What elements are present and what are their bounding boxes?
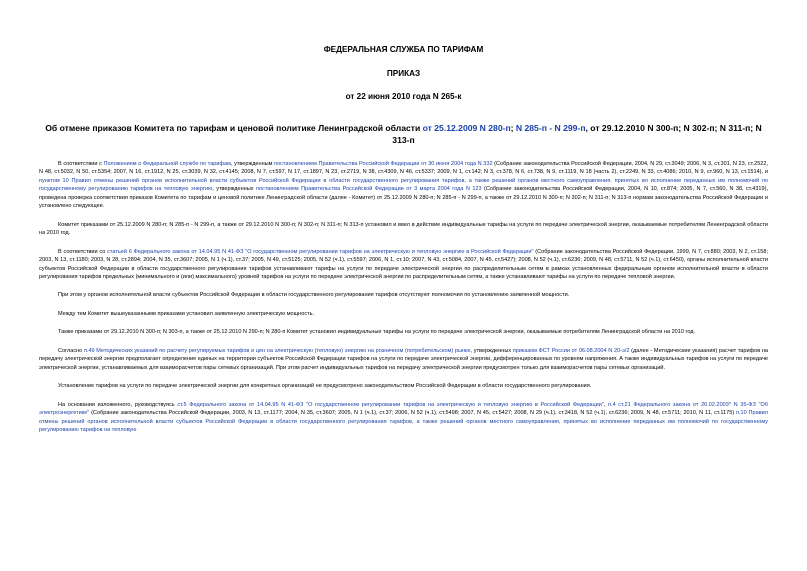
link-law-35fz-article-21[interactable]: п.4 ст.21 Федерального закона от 26.02.2003* N 35-ФЗ "Об электроэнергетике" xyxy=(39,401,768,417)
paragraph-6: Также приказами от 29.12.2010 N 300-п; N 303-п, а также от 25.12.2010 N 290-п; N 280-п Комитет установил индивидуальные тарифы на услуги по передаче электрической энергии, оказываемые потребителям Ленинградской области на 2010 год. xyxy=(58,329,696,336)
paragraph-1 xyxy=(39,160,768,211)
link-resolution-332[interactable]: постановлением Правительства Российской Федерации от 30 июня 2004 года N 332 xyxy=(274,161,493,167)
title-link-order-280[interactable]: от 25.12.2009 N 280-п xyxy=(422,123,511,133)
link-methodical-guidelines-p49[interactable]: п.49 Методических указаний по расчету регулируемых тарифов и цен на электрическую (тепловую) энергию на розничном (потребительском) рынке xyxy=(83,347,471,354)
link-rules-point-10[interactable]: пунктом 10 Правил отмены решений органов исполнительной власти субъектов Российской Федерации в области государственного регулирования тарифов, а также решений органов местного самоуправления, принятых во исполнение переданных им полномочий по государственному регулированию тарифов на тепловую энергию xyxy=(39,177,768,193)
link-rules-point-10-b[interactable]: п.10 Правил отмены решений органов исполнительной власти субъектов Российской Федерации в области государственного регулирования тарифов, а также решений органов местного самоуправления, принятых во исполнение переданных им полномочий по государственному регулированию тарифов на тепловую xyxy=(39,410,768,433)
p1-text-1: В соответствии с xyxy=(58,161,104,167)
paragraph-3 xyxy=(39,248,768,282)
p1-text-5: (Собрание законодательства Российской Федерации, 2004, N 10, ст.874; 2005, N 7, ст.560, N 38, ст.4319), проведена проверка соответствия приказов Комитета по тарифам и ценовой политике Ленинградской области (далее - Комитет) от 25.12.2009 N 280-п; N 285-п - N 299-п, а также от 29.12.2010 N 300-п; N 302-п; N 311-п; N 313-п нормам законодательства Российской Федерации и установлено следующее. xyxy=(39,186,768,210)
paragraph-7 xyxy=(39,347,768,372)
p1-text-4: , утвержденных xyxy=(212,186,256,193)
p9-text-2: , xyxy=(603,401,609,408)
paragraph-4: При этом у органов исполнительной власти субъектов Российской Федерации в области государственного регулирования тарифов отсутствуют полномочия по установлению заявленной мощности. xyxy=(58,292,570,299)
title-suffix: , от 29.12.2010 N 300-п; N 302-п; N 311-п; N 313-п xyxy=(392,123,762,145)
p7-text-3: (далее - Методические указания) расчет тарифов на передачу электрической энергии предполагает определение единых на территории субъектов Российской Федерации тарифов на услуги по передаче электрической энергии, дифференцированных по уровням напряжения. А также индивидуальных тарифов на услуги по передаче электрической энергии, устанавливаемых для взаиморасчетов пары сетевых организаций. При этом расчет индивидуальных тарифов на передачу электрической энергии предусмотрен только для взаиморасчетов пары сетевых организаций. xyxy=(39,347,768,371)
document-title xyxy=(39,122,768,146)
paragraph-2: Комитет приказами от 25.12.2009 N 280-п; N 285-п - N 299-п, а также от 29.12.2010 N 300-п; N 302-п; N 311-п; N 313-п установил и ввел в действие индивидуальные тарифы на услуги по передаче электрической энергии, оказываемые потребителям Ленинградской области на 2010 год. xyxy=(39,221,768,237)
link-resolution-123[interactable]: постановлением Правительства Российской Федерации от 3 марта 2004 года N 123 xyxy=(255,186,482,193)
document-body xyxy=(39,160,768,444)
p1-text-2: , утвержденным xyxy=(230,161,275,167)
paragraph-5: Между тем Комитет вышеуказанными приказами установил заявленную электрическую мощность. xyxy=(58,310,315,317)
p7-text-2: , утвержденных xyxy=(470,347,513,354)
title-separator: ; xyxy=(510,123,516,133)
doc-type-heading: ПРИКАЗ xyxy=(386,69,421,78)
paragraph-8: Установление тарифов на услуги по передаче электрической энергии для конкретных организаций не предусмотрено законодательством Российской Федерации в области государственного регулирования. xyxy=(58,383,592,390)
agency-heading: ФЕДЕРАЛЬНАЯ СЛУЖБА ПО ТАРИФАМ xyxy=(323,45,484,54)
doc-date-number: от 22 июня 2010 года N 265-к xyxy=(345,92,462,101)
title-link-orders-285-299[interactable]: N 285-п - N 299-п xyxy=(515,123,586,133)
link-law-41fz-article-6[interactable]: статьей 6 Федерального закона от 14.04.95 N 41-ФЗ "О государственном регулировании тарифов на электрическую и тепловую энергию в Российской Федерации" xyxy=(107,248,534,255)
paragraph-9 xyxy=(39,401,768,435)
link-law-41fz-article-5[interactable]: ст.5 Федерального закона от 14.04.95 N 41-ФЗ "О государственном регулировании тарифов на электрическую и тепловую энергию в Российской Федерации" xyxy=(177,401,604,408)
p1-text-3: (Собрание законодательства Российской Федерации, 2004, N 29, ст.3049; 2006, N 3, ст.301, N 23, ст.2522, N 48, ст.5032, N 50, ст.5354; 2007, N 16, ст.1912, N 25, ст.3039, N 32, ст.4145; 2008, N 7, ст.597, N 17, ст.1897, N 23, ст.2719, N 38, ст.4309, N 46, ст.5337; 2009, N 1, ст.142; N 3, ст.378, N 6, ст.738, N 9, ст.1119, N 18 (часть 2), ст.2249, N 33, ст.4086; 2010, N 9, ст.960, N 13, ст.1514), и xyxy=(39,161,768,176)
p3-text-2: (Собрание законодательства Российской Федерации, 1999, N 7, ст.880; 2003, N 2, ст.158; 2003, N 13, ст.1180; 2003, N 28, ст.2894; 2004, N 35, ст.3607; 2005, N 1 (ч.1), ст.37; 2005, N 49, ст.5125; 2005, N 52 (ч.1), ст.5597; 2006, N 1, ст.10; 2007, N 43, ст.5084, 2007, N 45, ст.5427); 2008, N 52 (ч.1), ст.6236; 2009, N 48, ст.5711, N 52 (ч.1), ст.6450), органы исполнительной власти субъектов Российской Федерации в области государственного регулирования тарифов устанавливают тарифы на услуги по передаче электрической энергии по распределительным сетям в рамках установленных федеральным органом исполнительной власти в области регулирования тарифов предельных (минимального и (или) максимального) уровней тарифов на услуги по передаче электрической энергии по распределительным сетям, а также устанавливают тарифы на услуги по передаче тепловой энергии. xyxy=(39,248,769,280)
p7-text-1: Согласно xyxy=(58,347,84,354)
link-fst-regulation[interactable]: Положением о Федеральной службе по тарифам xyxy=(103,161,231,167)
p3-text-1: В соответствии со xyxy=(58,248,108,255)
title-prefix: Об отмене приказов Комитета по тарифам и ценовой политике Ленинградской области xyxy=(45,123,423,133)
link-fst-order-20e2[interactable]: приказом ФСТ России от 06.08.2004 N 20-э/2 xyxy=(512,347,630,354)
p9-text-1: На основании изложенного, руководствуясь xyxy=(58,401,178,408)
p9-text-3: (Собрание законодательства Российской Федерации, 2003, N 13, ст.1177; 2004, N 35, ст.3607; 2005, N 1 (ч.1), ст.37; 2006, N 52 (ч.1), ст.5498; 2007, N 45, ст.5427; 2008, N 29 (ч.1), ст.3418, N 52 (ч.1), ст.6236; 2009, N 48, ст.5711; 2010, N 11, ст.1175) xyxy=(89,410,736,417)
